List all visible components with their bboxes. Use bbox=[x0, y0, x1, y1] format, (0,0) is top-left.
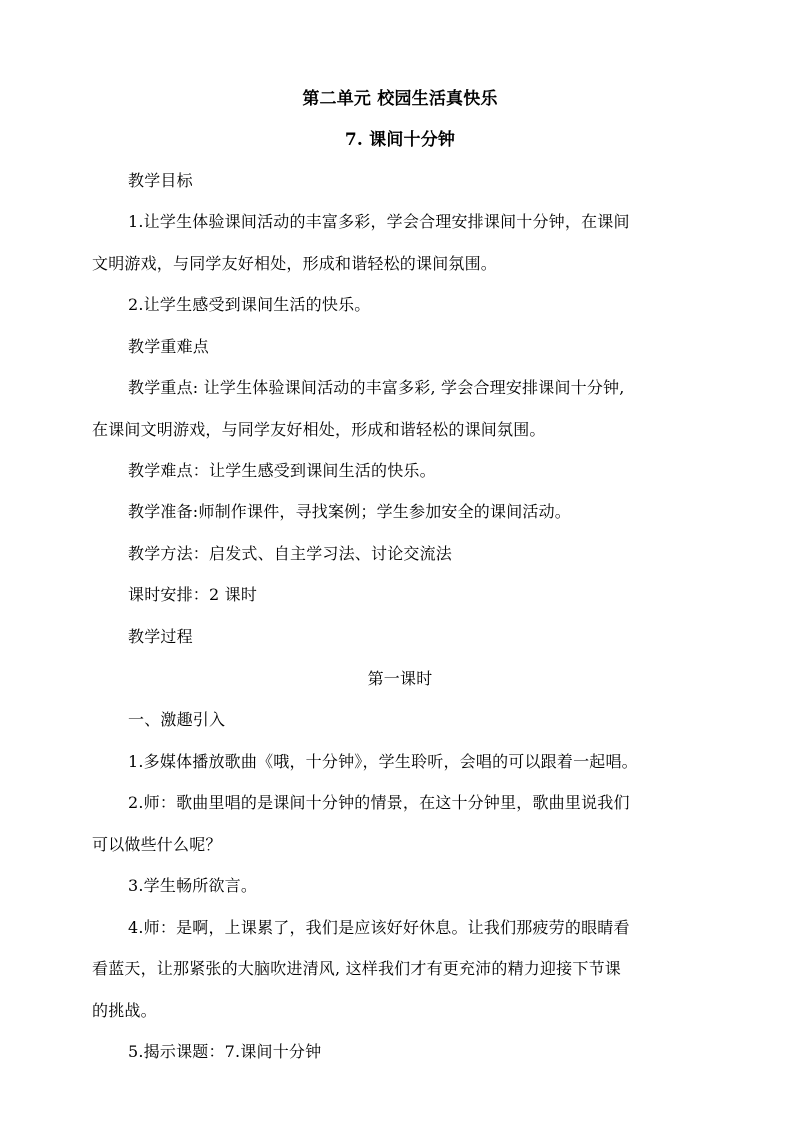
step-item-2-line-1: 2.师：歌曲里唱的是课间十分钟的情景，在这十分钟里，歌曲里说我们 bbox=[128, 793, 630, 812]
teaching-preparation: 教学准备:师制作课件，寻找案例；学生参加安全的课间活动。 bbox=[128, 502, 571, 521]
step-item-4-line-2: 看蓝天，让那紧张的大脑吹进清风, 这样我们才有更充沛的精力迎接下节课 bbox=[92, 959, 621, 978]
section-heading-key-points: 教学重难点 bbox=[128, 337, 210, 356]
difficult-point: 教学难点：让学生感受到课间生活的快乐。 bbox=[128, 461, 436, 480]
lesson-title: 7. 课间十分钟 bbox=[344, 130, 456, 150]
section-heading-process: 教学过程 bbox=[128, 627, 193, 646]
step-item-3: 3.学生畅所欲言。 bbox=[128, 876, 258, 895]
step-item-4-line-3: 的挑战。 bbox=[92, 1001, 157, 1020]
step-item-4-line-1: 4.师：是啊，上课累了，我们是应该好好休息。让我们那疲劳的眼睛看 bbox=[128, 918, 630, 937]
step-item-2-line-2: 可以做些什么呢？ bbox=[92, 835, 222, 854]
key-point-line-1: 教学重点: 让学生体验课间活动的丰富多彩, 学会合理安排课间十分钟, bbox=[128, 378, 625, 397]
step-item-5: 5.揭示课题：7.课间十分钟 bbox=[128, 1042, 322, 1061]
key-point-line-2: 在课间文明游戏，与同学友好相处，形成和谐轻松的课间氛围。 bbox=[92, 420, 546, 439]
objective-2: 2.让学生感受到课间生活的快乐。 bbox=[128, 295, 371, 314]
section-heading-objectives: 教学目标 bbox=[128, 171, 193, 190]
teaching-methods: 教学方法：启发式、自主学习法、讨论交流法 bbox=[128, 544, 453, 563]
period-heading: 第一课时 bbox=[367, 669, 433, 688]
objective-1-line-1: 1.让学生体验课间活动的丰富多彩，学会合理安排课间十分钟，在课间 bbox=[128, 212, 630, 231]
unit-title: 第二单元 校园生活真快乐 bbox=[302, 89, 498, 109]
step-heading: 一、激趣引入 bbox=[128, 710, 226, 729]
objective-1-line-2: 文明游戏，与同学友好相处，形成和谐轻松的课间氛围。 bbox=[92, 254, 498, 273]
lesson-schedule: 课时安排：2 课时 bbox=[128, 585, 258, 604]
step-item-1: 1.多媒体播放歌曲《哦，十分钟》，学生聆听，会唱的可以跟着一起唱。 bbox=[128, 752, 638, 771]
